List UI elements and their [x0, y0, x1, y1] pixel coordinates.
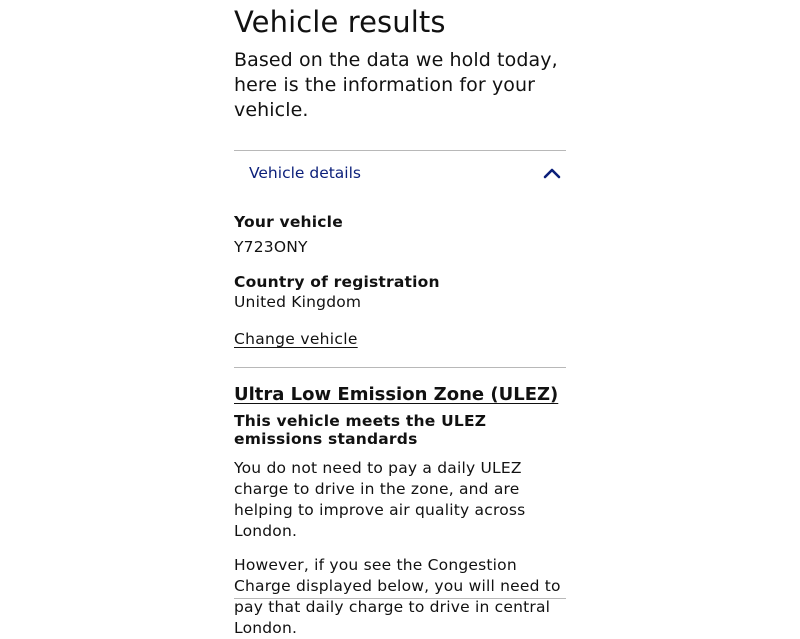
- country-field: [234, 272, 566, 312]
- your-vehicle-label: Your vehicle: [234, 213, 343, 231]
- intro-text: Based on the data we hold today, here is the information for your vehicle.: [234, 49, 558, 121]
- main-content: [234, 0, 566, 639]
- country-label: Country of registration: [234, 273, 440, 291]
- vehicle-registration: Y723ONY: [234, 238, 308, 256]
- ulez-heading-link[interactable]: Ultra Low Emission Zone (ULEZ): [234, 384, 559, 405]
- country-value: United Kingdom: [234, 293, 362, 311]
- ulez-status: This vehicle meets the ULEZ emissions standards: [234, 412, 487, 448]
- ulez-paragraph-1: You do not need to pay a daily ULEZ charge to drive in the zone, and are helping to improve air quality across London.: [234, 459, 526, 540]
- ulez-paragraph-2: However, if you see the Congestion Charge displayed below, you will need to pay that daily charge to drive in central London.: [234, 556, 561, 637]
- page-title: Vehicle results: [234, 5, 446, 39]
- your-vehicle-field: [234, 212, 566, 257]
- section-divider: [234, 367, 566, 368]
- change-vehicle-link[interactable]: Change vehicle: [234, 330, 358, 348]
- chevron-up-icon: [543, 167, 561, 179]
- vehicle-details-accordion-toggle[interactable]: [234, 150, 566, 195]
- bottom-divider: [234, 598, 566, 599]
- vehicle-details-header: Vehicle details: [249, 164, 361, 182]
- vehicle-details-panel: [234, 195, 566, 349]
